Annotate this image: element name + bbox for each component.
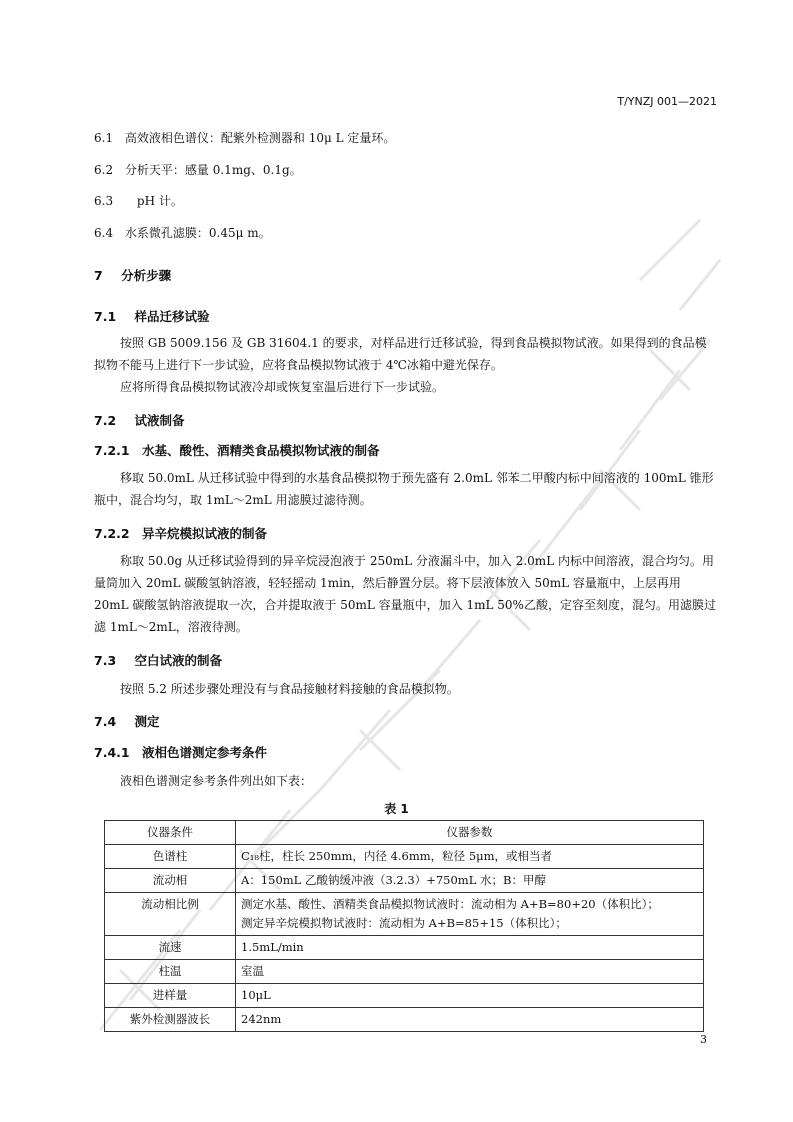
table-header-cell: 仪器参数	[236, 821, 704, 845]
section-7-4-1-heading	[94, 743, 267, 761]
section-title: 空白试液的制备	[134, 653, 223, 668]
section-title: 测定	[134, 714, 160, 729]
section-7-3-paragraph: 按照 5.2 所述步骤处理没有与食品接触材料接触的食品模拟物。	[120, 682, 459, 696]
table-row	[105, 984, 704, 1008]
table-row	[105, 893, 704, 936]
condition-name: 流速	[105, 936, 236, 960]
section-7-4-heading	[94, 712, 160, 730]
doc-code: T/YNZJ 001—2021	[617, 95, 717, 108]
section-number: 7.2.1	[94, 443, 130, 458]
table-row	[105, 1008, 704, 1032]
section-7-heading	[94, 266, 171, 284]
condition-value: 1.5mL/min	[236, 936, 704, 960]
section-7-1-paragraph-1: 按照 GB 5009.156 及 GB 31604.1 的要求，对样品进行迁移试验，得到食品模拟物试液。如果得到的食品模拟物不能马上进行下一步试验，应将食品模拟物试液于 4℃冰箱中避光保存。	[94, 336, 707, 372]
section-7-2-2-heading	[94, 524, 267, 542]
section-7-2-heading	[94, 411, 185, 429]
section-title: 液相色谱测定参考条件	[141, 745, 267, 760]
item-6-2	[94, 161, 302, 178]
section-7-2-1-paragraph: 移取 50.0mL 从迁移试验中得到的水基食品模拟物于预先盛有 2.0mL 邻苯二甲酸内标中间溶液的 100mL 锥形瓶中，混合均匀，取 1mL～2mL 用滤膜过滤待测。	[94, 471, 714, 507]
table-row	[105, 845, 704, 869]
condition-name: 柱温	[105, 960, 236, 984]
table-caption: 表 1	[384, 802, 409, 816]
section-title: 试液制备	[134, 413, 185, 428]
condition-value	[236, 893, 704, 936]
condition-name: 色谱柱	[105, 845, 236, 869]
condition-name: 进样量	[105, 984, 236, 1008]
item-number: 6.2	[94, 163, 114, 177]
condition-name: 紫外检测器波长	[105, 1008, 236, 1032]
condition-value-line: 测定水基、酸性、酒精类食品模拟物试液时：流动相为 A+B=80+20（体积比）；	[241, 897, 659, 911]
condition-value: A：150mL 乙酸钠缓冲液（3.2.3）+750mL 水；B：甲醇	[236, 869, 704, 893]
section-title: 水基、酸性、酒精类食品模拟物试液的制备	[141, 443, 380, 458]
item-6-4	[94, 224, 271, 241]
item-text: 水系微孔滤膜：0.45μ m。	[124, 226, 271, 240]
section-number: 7.2.2	[94, 526, 130, 541]
item-number: 6.3	[94, 194, 114, 208]
section-number: 7.2	[94, 413, 117, 428]
section-number: 7.4	[94, 714, 117, 729]
section-number: 7	[94, 268, 103, 283]
table-header-cell: 仪器条件	[105, 821, 236, 845]
condition-value: 10μL	[236, 984, 704, 1008]
item-number: 6.1	[94, 131, 114, 145]
section-7-1-paragraph-2: 应将所得食品模拟物试液冷却或恢复室温后进行下一步试验。	[120, 380, 445, 394]
condition-value-line: 测定异辛烷模拟物试液时：流动相为 A+B=85+15（体积比）；	[241, 916, 567, 930]
table-row	[105, 869, 704, 893]
section-number: 7.4.1	[94, 745, 130, 760]
section-7-2-2-paragraph: 称取 50.0g 从迁移试验得到的异辛烷浸泡液于 250mL 分液漏斗中，加入 2.0mL 内标中间溶液，混合均匀。用量筒加入 20mL 碳酸氢钠溶液，轻轻摇动 1min，然后静置分层。将下层液体放入 50mL 容量瓶中，上层再用 20mL 碳酸氢钠溶液提取一次，合并提取液于 50mL 容量瓶中，加入 1mL 50%乙酸，定容至刻度，混匀。用滤膜过滤 1mL～2mL，溶液待测。	[94, 554, 716, 634]
section-7-4-1-paragraph: 液相色谱测定参考条件列出如下表：	[120, 774, 313, 788]
item-text: 分析天平：感量 0.1mg、0.1g。	[124, 163, 302, 177]
page-number: 3	[700, 1033, 707, 1046]
section-7-2-1-heading	[94, 441, 379, 459]
section-number: 7.3	[94, 653, 117, 668]
table-header-row	[105, 821, 704, 845]
item-number: 6.4	[94, 226, 114, 240]
section-number: 7.1	[94, 309, 117, 324]
table-row	[105, 936, 704, 960]
item-text: pH 计。	[136, 194, 183, 208]
section-7-1-heading	[94, 307, 210, 325]
condition-value: C₁₈柱，柱长 250mm，内径 4.6mm，粒径 5μm，或相当者	[236, 845, 704, 869]
condition-value: 242nm	[236, 1008, 704, 1032]
item-6-1	[94, 129, 395, 146]
section-title: 分析步骤	[121, 268, 172, 283]
section-title: 异辛烷模拟试液的制备	[141, 526, 267, 541]
section-title: 样品迁移试验	[134, 309, 210, 324]
table-row	[105, 960, 704, 984]
condition-value: 室温	[236, 960, 704, 984]
section-7-3-heading	[94, 651, 222, 669]
item-6-3	[94, 192, 183, 209]
condition-name: 流动相	[105, 869, 236, 893]
condition-name: 流动相比例	[105, 893, 236, 936]
instrument-conditions-table	[104, 820, 704, 1032]
item-text: 高效液相色谱仪：配紫外检测器和 10μ L 定量环。	[124, 131, 396, 145]
